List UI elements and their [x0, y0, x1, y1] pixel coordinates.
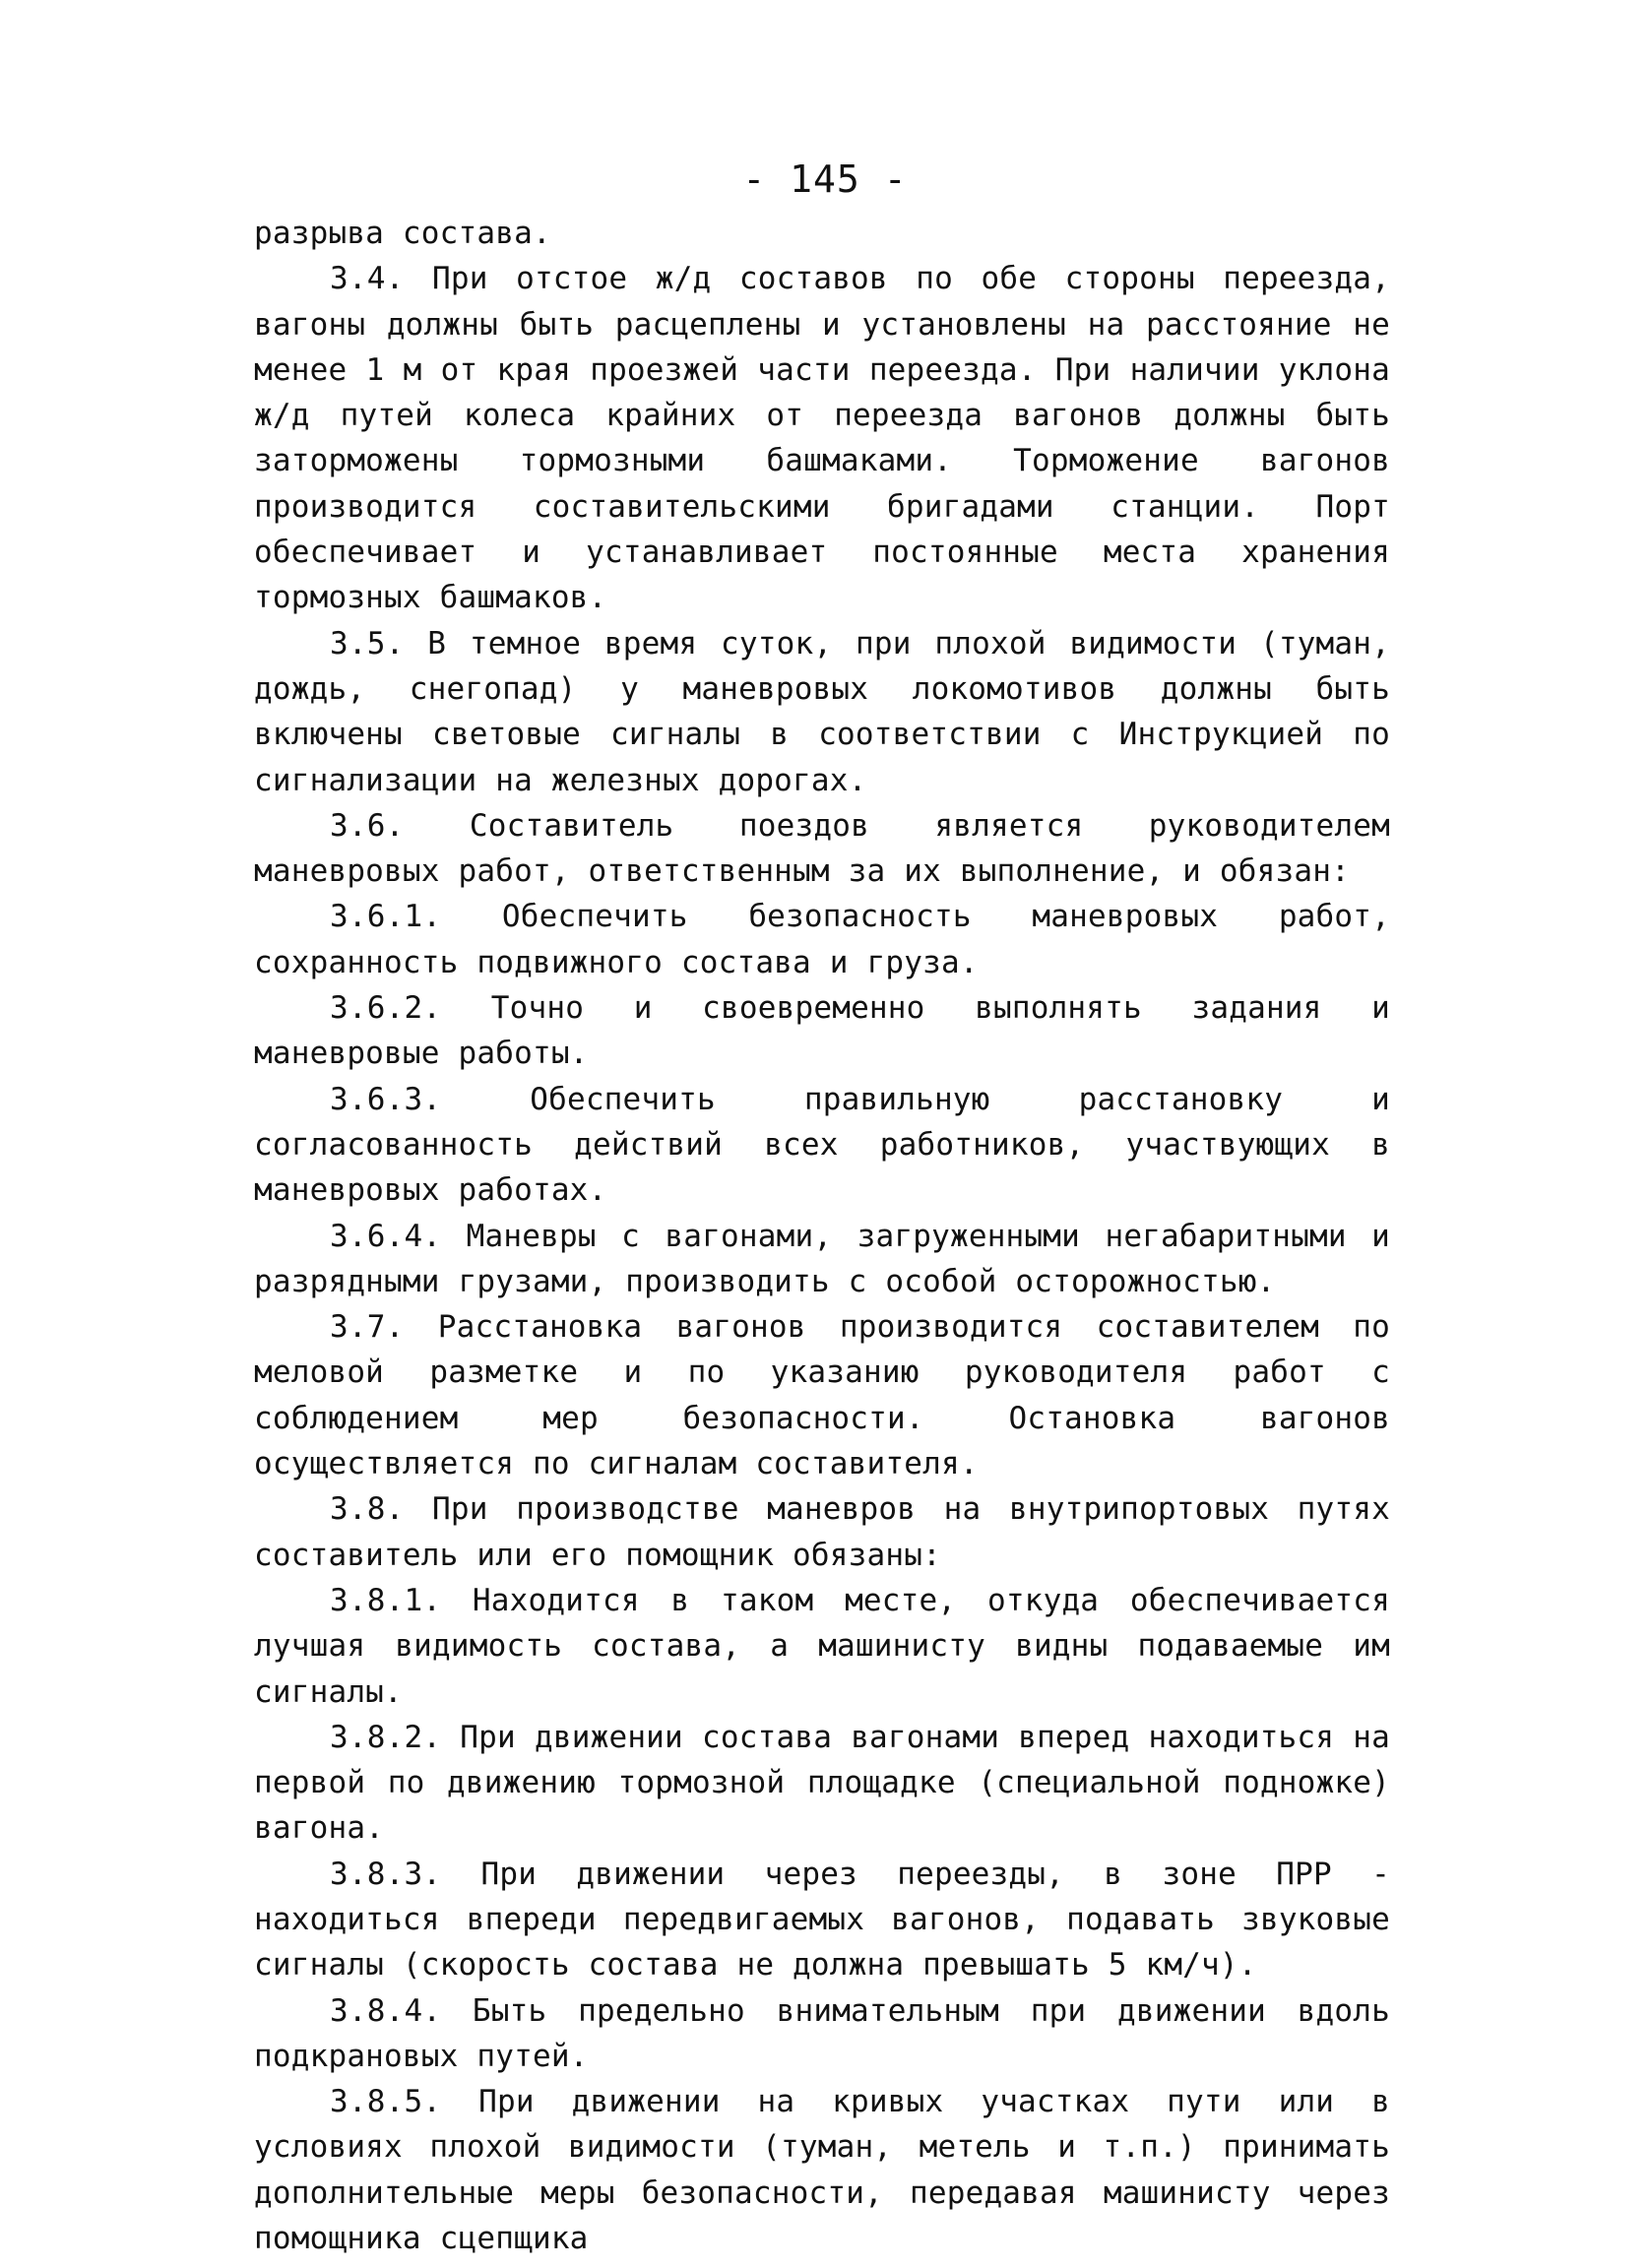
page-number: - 145 - — [742, 158, 908, 201]
paragraph-3-6-1: 3.6.1. Обеспечить безопасность маневровых работ, сохранность подвижного состава и груза. — [254, 899, 1390, 980]
paragraph-3-6-3: 3.6.3. Обеспечить правильную расстановку и согласованность действий всех работников, участвующих в маневровых работах. — [254, 1081, 1390, 1209]
paragraph-3-8-5: 3.8.5. При движении на кривых участках пути или в условиях плохой видимости (туман, метель и т.п.) принимать дополнительные меры безопасности, передавая машинисту через помощника сцепщика — [254, 2084, 1390, 2257]
paragraph-3-5: 3.5. В темное время суток, при плохой видимости (туман, дождь, снегопад) у маневровых локомотивов должны быть включены световые сигналы в соответствии с Инструкцией по сигнализации на железных дорогах. — [254, 625, 1390, 798]
paragraph-continuation: разрыва состава. — [254, 216, 551, 251]
paragraph-3-6-4: 3.6.4. Маневры с вагонами, загруженными негабаритными и разрядными грузами, производить с особой осторожностью. — [254, 1218, 1390, 1299]
body-text — [254, 211, 1390, 2261]
paragraph-3-6: 3.6. Составитель поездов является руководителем маневровых работ, ответственным за их выполнение, и обязан: — [254, 807, 1390, 890]
paragraph-3-8-2: 3.8.2. При движении состава вагонами вперед находиться на первой по движению тормозной площадке (специальной подножке) вагона. — [254, 1719, 1390, 1847]
paragraph-3-4: 3.4. При отстое ж/д составов по обе стороны переезда, вагоны должны быть расцеплены и установлены на расстояние не менее 1 м от края проезжей части переезда. При наличии уклона ж/д путей колеса крайних от переезда вагонов должны быть заторможены тормозными башмаками. Торможение вагонов производится составительскими бригадами станции. Порт обеспечивает и устанавливает постоянные места хранения тормозных башмаков. — [254, 261, 1390, 616]
paragraph-3-6-2: 3.6.2. Точно и своевременно выполнять задания и маневровые работы. — [254, 990, 1390, 1072]
paragraph-3-7: 3.7. Расстановка вагонов производится составителем по меловой разметке и по указанию руководителя работ с соблюдением мер безопасности. Остановка вагонов осуществляется по сигналам составителя. — [254, 1309, 1390, 1482]
paragraph-3-8-4: 3.8.4. Быть предельно внимательным при движении вдоль подкрановых путей. — [254, 1992, 1390, 2074]
paragraph-3-8-3: 3.8.3. При движении через переезды, в зоне ПРР - находиться впереди передвигаемых вагонов, подавать звуковые сигналы (скорость состава не должна превышать 5 км/ч). — [254, 1856, 1390, 1984]
paragraph-3-8-1: 3.8.1. Находится в таком месте, откуда обеспечивается лучшая видимость состава, а машинисту видны подаваемые им сигналы. — [254, 1582, 1390, 1710]
paragraph-3-8: 3.8. При производстве маневров на внутрипортовых путях составитель или его помощник обязаны: — [254, 1491, 1390, 1573]
